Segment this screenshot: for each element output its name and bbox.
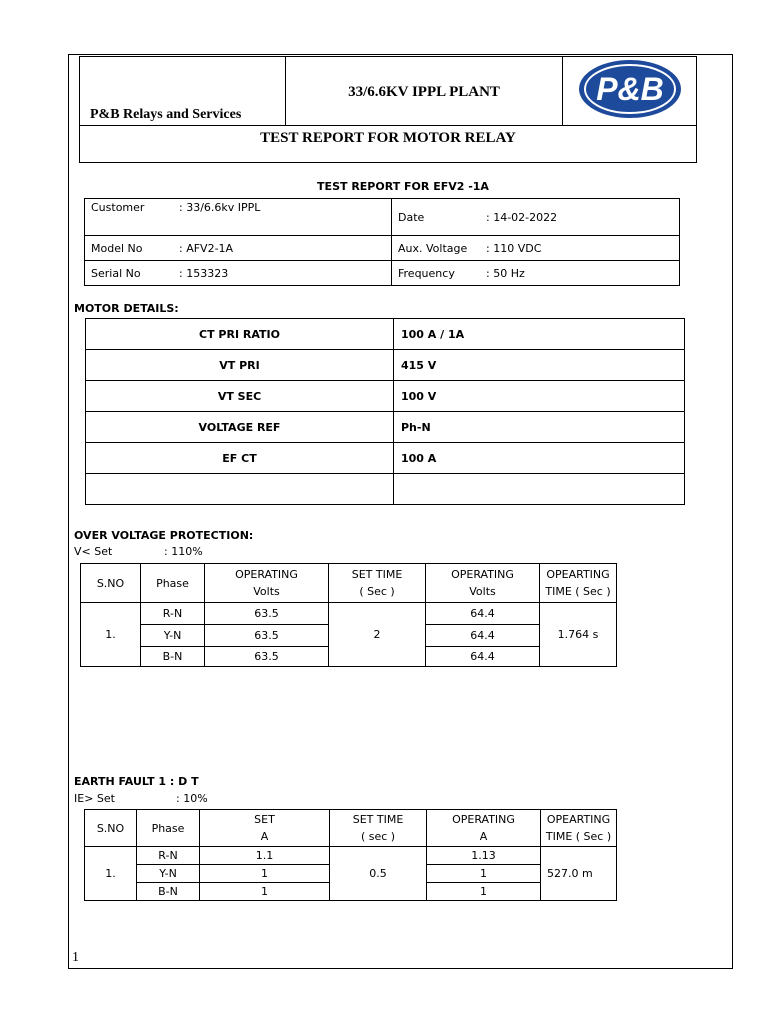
logo-cell [563, 57, 697, 126]
col-phase: Phase [137, 810, 200, 847]
ef-operating: 1 [427, 865, 541, 883]
col-operating: OPERATING A [427, 810, 541, 847]
motor-param-value: Ph-N [394, 412, 685, 443]
ef-operating: 1.13 [427, 847, 541, 865]
company-name: P&B Relays and Services [90, 107, 242, 122]
ef-set: 1 [200, 883, 330, 901]
plant-title: 33/6.6KV IPPL PLANT [348, 84, 500, 100]
ov-op-time: 1.764 s [540, 603, 617, 667]
company-cell [80, 57, 286, 126]
ov-test-table [80, 563, 617, 667]
aux-cell [392, 236, 680, 261]
ef-set: 1.1 [200, 847, 330, 865]
ov-op-volts: 64.4 [426, 647, 540, 667]
ef-title: EARTH FAULT 1 : D T [74, 775, 199, 788]
ov-set-time: 2 [329, 603, 426, 667]
motor-param-value: 100 A / 1A [394, 319, 685, 350]
col-operating: OPERATING Volts [205, 564, 329, 603]
col-set-time: SET TIME ( sec ) [330, 810, 427, 847]
motor-param-label: VT SEC [86, 381, 394, 412]
company-logo [576, 58, 684, 120]
date-cell [392, 199, 680, 236]
motor-details-table [85, 318, 685, 505]
ov-sno: 1. [81, 603, 141, 667]
ov-set-label: V< Set [74, 545, 113, 558]
model-label: Model No [91, 241, 143, 255]
customer-value: : 33/6.6kv IPPL [179, 201, 261, 214]
freq-value: : 50 Hz [486, 266, 525, 280]
serial-cell [85, 261, 392, 286]
motor-param-label: VOLTAGE REF [86, 412, 394, 443]
report-header [79, 56, 697, 163]
ef-test-table [84, 809, 617, 901]
ef-phase: R-N [137, 847, 200, 865]
report-subtitle: TEST REPORT FOR EFV2 -1A [317, 180, 489, 193]
ov-set-line [74, 545, 203, 558]
ef-set: 1 [200, 865, 330, 883]
ef-set-label: IE> Set [74, 792, 115, 805]
aux-value: : 110 VDC [486, 241, 542, 255]
aux-label: Aux. Voltage [398, 241, 468, 255]
ov-operating: 63.5 [205, 647, 329, 667]
col-set-time: SET TIME ( Sec ) [329, 564, 426, 603]
ov-op-volts: 64.4 [426, 625, 540, 647]
ov-phase: B-N [141, 647, 205, 667]
col-operating-volts: OPERATING Volts [426, 564, 540, 603]
motor-param-value: 100 A [394, 443, 685, 474]
customer-label: Customer [91, 201, 145, 214]
report-title: TEST REPORT FOR MOTOR RELAY [260, 130, 516, 146]
ef-set-time: 0.5 [330, 847, 427, 901]
date-value: : 14-02-2022 [486, 210, 558, 224]
motor-param-value [394, 474, 685, 505]
freq-label: Frequency [398, 266, 455, 280]
motor-param-label: EF CT [86, 443, 394, 474]
ef-set-value: : 10% [176, 792, 208, 805]
col-op-time: OPEARTING TIME ( Sec ) [540, 564, 617, 603]
motor-param-label [86, 474, 394, 505]
col-phase: Phase [141, 564, 205, 603]
relay-info-table [84, 198, 680, 286]
ov-phase: Y-N [141, 625, 205, 647]
plant-cell [286, 57, 563, 126]
ef-phase: Y-N [137, 865, 200, 883]
col-set: SET A [200, 810, 330, 847]
date-label: Date [398, 210, 425, 224]
ef-operating: 1 [427, 883, 541, 901]
ef-phase: B-N [137, 883, 200, 901]
col-op-time: OPEARTING TIME ( Sec ) [541, 810, 617, 847]
serial-label: Serial No [91, 266, 141, 280]
customer-cell [85, 199, 392, 236]
motor-details-title: MOTOR DETAILS: [74, 302, 179, 315]
model-cell [85, 236, 392, 261]
motor-param-value: 415 V [394, 350, 685, 381]
ov-title: OVER VOLTAGE PROTECTION: [74, 529, 254, 542]
col-sno: S.NO [85, 810, 137, 847]
motor-param-value: 100 V [394, 381, 685, 412]
motor-param-label: CT PRI RATIO [86, 319, 394, 350]
page-number: 1 [72, 950, 79, 965]
ov-operating: 63.5 [205, 603, 329, 625]
model-value: : AFV2-1A [179, 241, 234, 255]
ov-phase: R-N [141, 603, 205, 625]
ef-op-time: 527.0 m [541, 847, 617, 901]
logo-text: P&B [595, 71, 664, 107]
ov-set-value: : 110% [164, 545, 203, 558]
ef-set-line [74, 792, 208, 805]
motor-param-label: VT PRI [86, 350, 394, 381]
freq-cell [392, 261, 680, 286]
ov-operating: 63.5 [205, 625, 329, 647]
ef-sno: 1. [85, 847, 137, 901]
serial-value: : 153323 [179, 266, 229, 280]
ov-op-volts: 64.4 [426, 603, 540, 625]
report-title-cell [80, 126, 697, 163]
col-sno: S.NO [81, 564, 141, 603]
